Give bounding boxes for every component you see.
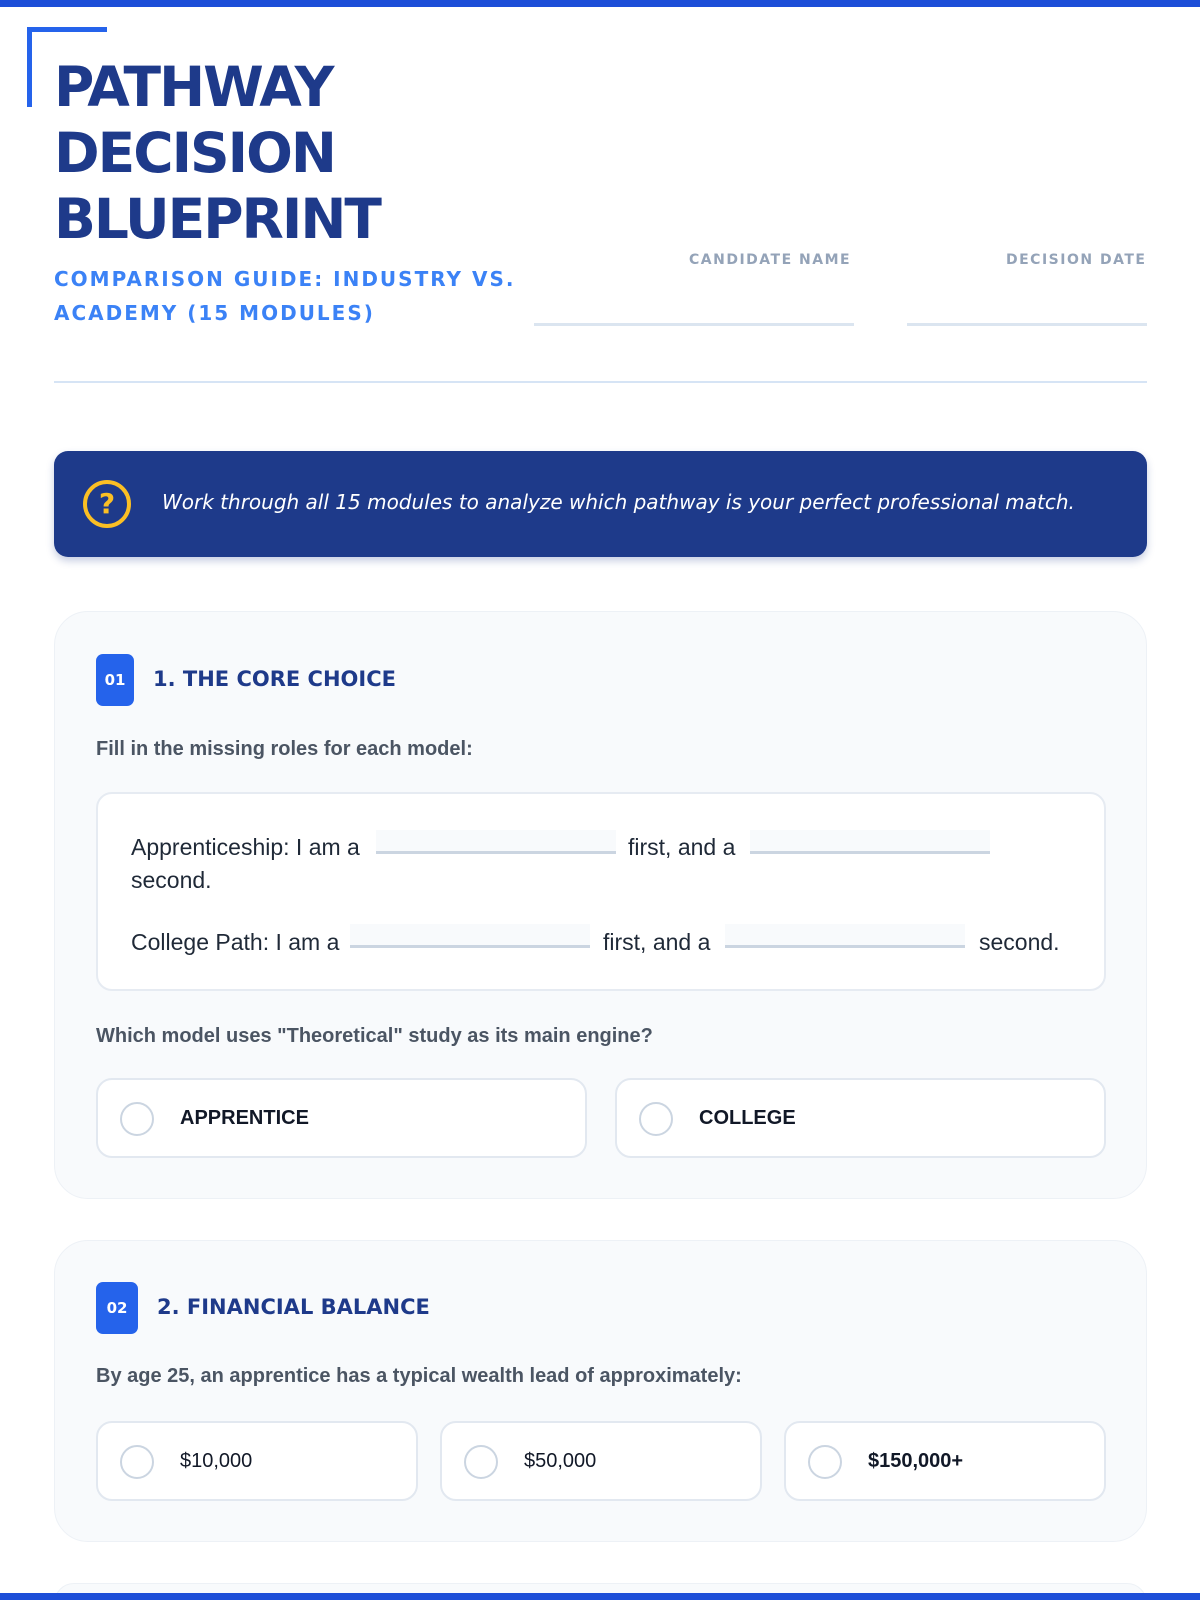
fill-suffix: second.: [979, 929, 1060, 955]
option-label: $10,000: [180, 1450, 253, 1472]
radio-button[interactable]: [464, 1445, 498, 1479]
fill-middle: first, and a: [603, 929, 711, 955]
decision-date-field[interactable]: [907, 323, 1147, 326]
fill-row-college: [131, 929, 339, 956]
radio-button[interactable]: [808, 1445, 842, 1479]
fill-row-apprenticeship: [131, 834, 360, 861]
top-accent-bar: [0, 0, 1200, 7]
option-label: APPRENTICE: [180, 1107, 309, 1129]
module-title: 1. THE CORE CHOICE: [153, 667, 396, 691]
module-badge: 01: [96, 654, 134, 706]
module-question: By age 25, an apprentice has a typical wealth lead of approximately:: [96, 1365, 742, 1387]
module-title: 2. FINANCIAL BALANCE: [157, 1295, 430, 1319]
module-question: Which model uses "Theoretical" study as its main engine?: [96, 1025, 653, 1047]
blank-apprenticeship-first[interactable]: [376, 830, 616, 854]
fill-in-box: [96, 792, 1106, 991]
fill-prefix: Apprenticeship: I am a: [131, 834, 360, 860]
page-subtitle: COMPARISON GUIDE: INDUSTRY VS. ACADEMY (15 MODULES): [54, 267, 516, 325]
title-line-1: PATHWAY: [54, 55, 333, 119]
option-50000[interactable]: [440, 1421, 762, 1501]
header-divider: [54, 381, 1147, 383]
blank-college-second[interactable]: [725, 924, 965, 948]
bottom-accent-bar: [0, 1593, 1200, 1600]
fill-suffix: second.: [131, 867, 212, 893]
module-card-financial-balance: [54, 1240, 1147, 1542]
radio-button[interactable]: [120, 1445, 154, 1479]
option-label: $150,000+: [868, 1450, 964, 1472]
title-line-3: BLUEPRINT: [54, 187, 380, 251]
radio-button[interactable]: [639, 1102, 673, 1136]
module-instruction: Fill in the missing roles for each model:: [96, 738, 473, 760]
decision-date-label: DECISION DATE: [1006, 252, 1147, 268]
page-title: [54, 54, 514, 252]
option-10000[interactable]: [96, 1421, 418, 1501]
fill-prefix: College Path: I am a: [131, 929, 340, 955]
blank-apprenticeship-second[interactable]: [750, 830, 990, 854]
title-line-2: DECISION: [54, 121, 335, 185]
blank-college-first[interactable]: [350, 924, 590, 948]
candidate-name-field[interactable]: [534, 323, 854, 326]
fill-middle: first, and a: [628, 834, 736, 860]
module-card-core-choice: [54, 611, 1147, 1199]
module-badge: 02: [96, 1282, 138, 1334]
banner-text: Work through all 15 modules to analyze which pathway is your perfect professional match.: [162, 490, 1075, 514]
instruction-banner: [54, 451, 1147, 557]
question-circle-icon: ?: [83, 480, 131, 528]
candidate-name-label: CANDIDATE NAME: [689, 252, 852, 268]
option-college[interactable]: [615, 1078, 1106, 1158]
option-label: COLLEGE: [699, 1107, 796, 1129]
option-apprentice[interactable]: [96, 1078, 587, 1158]
radio-button[interactable]: [120, 1102, 154, 1136]
option-label: $50,000: [524, 1450, 597, 1472]
option-150000-plus[interactable]: [784, 1421, 1106, 1501]
